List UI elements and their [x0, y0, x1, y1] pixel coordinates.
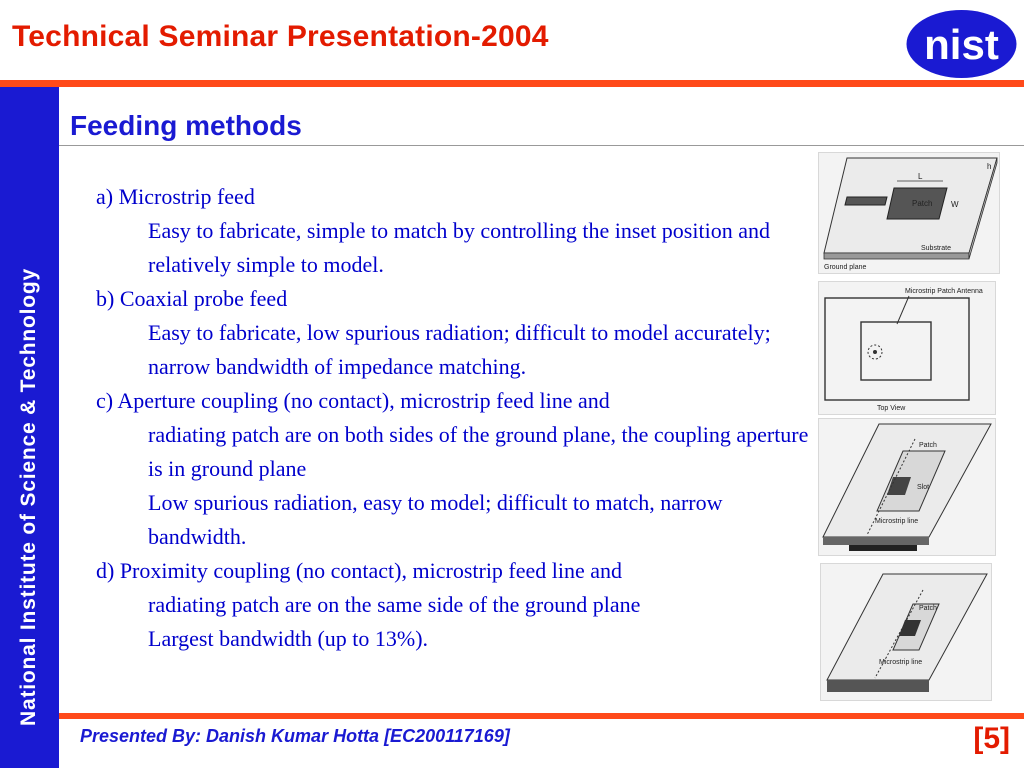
- content-body: [96, 180, 811, 656]
- bottom-divider: [59, 713, 1024, 719]
- item-c-description: Low spurious radiation, easy to model; difficult to match, narrow bandwidth.: [148, 490, 723, 549]
- fig3-label-patch: Patch: [919, 442, 937, 449]
- item-c-heading: c) Aperture coupling (no contact), microstrip feed line and: [96, 388, 610, 413]
- fig3-label-line: Microstrip line: [875, 518, 919, 525]
- figure-coaxial-probe: [818, 281, 996, 415]
- item-b-heading: b) Coaxial probe feed: [96, 286, 288, 311]
- fig3-label-slot: Slot: [917, 484, 930, 491]
- figure-microstrip-feed: [818, 152, 1000, 274]
- item-a-description: Easy to fabricate, simple to match by controlling the inset position and relatively simple to model.: [148, 218, 770, 277]
- section-title: Feeding methods: [70, 110, 302, 141]
- fig1-label-ground: Ground plane: [824, 264, 867, 271]
- page-number: [5]: [973, 722, 1010, 755]
- item-a-heading: a) Microstrip feed: [96, 184, 255, 209]
- fig2-label-antenna: Microstrip Patch Antenna: [905, 288, 983, 295]
- fig4-label-patch: Patch: [919, 605, 937, 612]
- fig1-label-substrate: Substrate: [921, 245, 951, 252]
- title-divider: [59, 145, 1024, 146]
- item-d-description: Largest bandwidth (up to 13%).: [148, 626, 429, 651]
- fig1-label-l: L: [918, 172, 923, 181]
- fig1-label-h: h: [987, 162, 992, 171]
- logo-text: nist: [924, 21, 999, 68]
- header-title: Technical Seminar Presentation-2004: [12, 20, 549, 53]
- item-d-heading-continued: radiating patch are on the same side of the ground plane: [148, 592, 641, 617]
- item-b-description: Easy to fabricate, low spurious radiation; difficult to model accurately; narrow bandwidth of impedance matching.: [148, 320, 771, 379]
- fig1-label-patch: Patch: [912, 199, 933, 208]
- item-d-heading: d) Proximity coupling (no contact), microstrip feed line and: [96, 558, 623, 583]
- item-c-heading-continued: radiating patch are on both sides of the ground plane, the coupling aperture is in ground plane: [148, 422, 809, 481]
- top-divider: [0, 80, 1024, 87]
- nist-logo: [905, 8, 1018, 80]
- figure-aperture-coupling: [818, 418, 996, 556]
- fig4-label-line: Microstrip line: [879, 659, 923, 666]
- fig2-label-view: Top View: [877, 405, 906, 412]
- footer-presenter: Presented By: Danish Kumar Hotta [EC200117169]: [80, 726, 510, 746]
- figure-proximity-coupling: [820, 563, 992, 701]
- sidebar-institute-text: National Institute of Science & Technology: [17, 268, 40, 726]
- fig1-label-w: W: [951, 200, 959, 209]
- sidebar-band: [0, 87, 59, 768]
